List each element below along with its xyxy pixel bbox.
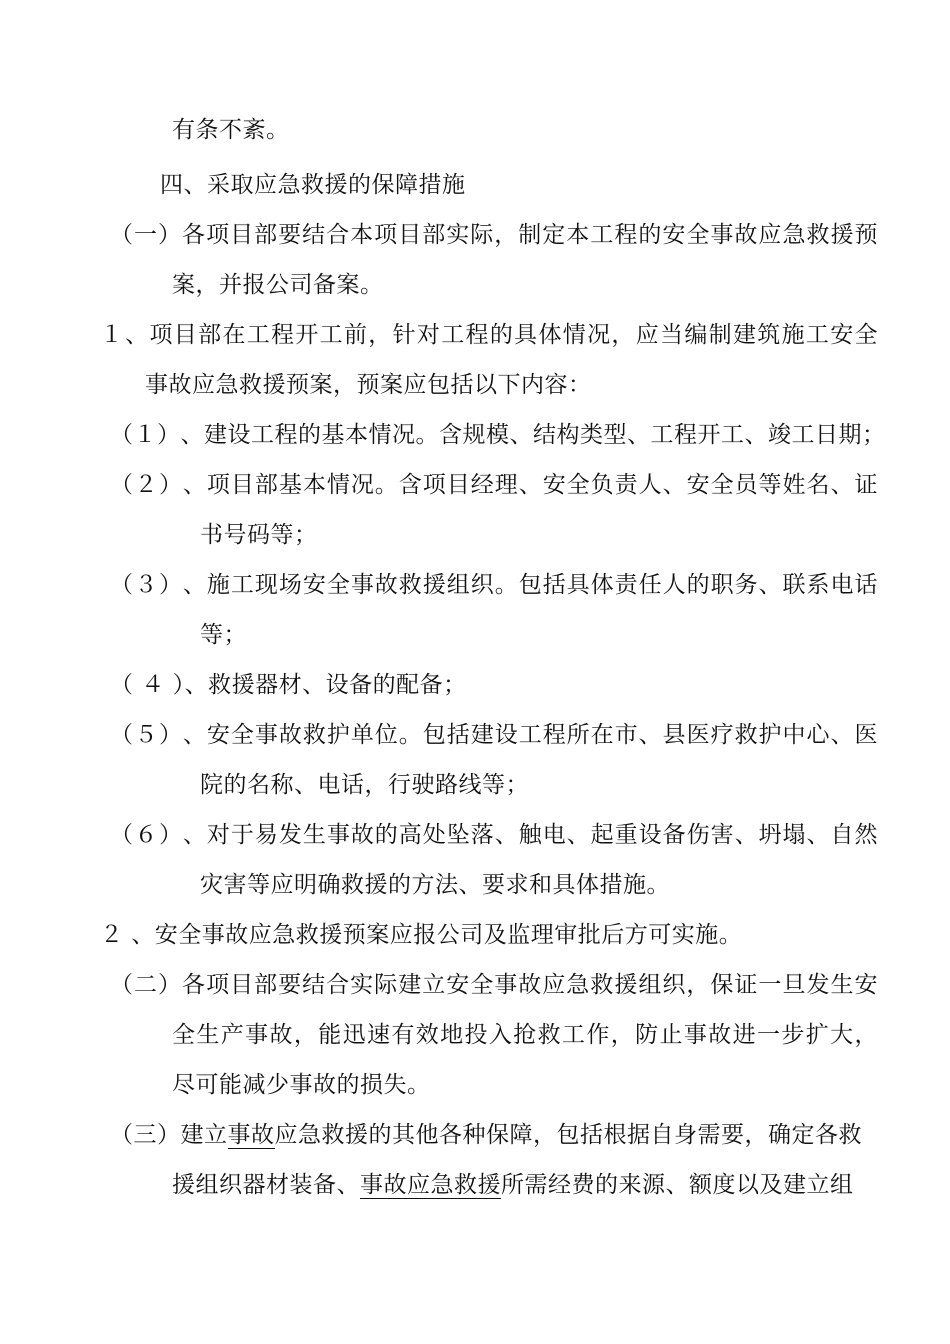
text-line: 全 生 产 事 故 ， 能 迅 速 有 效 地 投 入 抢 救 工 作 ， 防 止 事 故 进 一 步 扩 大 ， bbox=[172, 1022, 878, 1048]
text-line: １ 、 项 目 部 在 工 程 开 工 前 ， 针 对 工 程 的 具 体 情 况 ， 应 当 编 制 建 筑 施 工 安 全 bbox=[100, 322, 878, 348]
list-item: （ ６ ） 、 对 于 易 发 生 事 故 的 高 处 坠 落 、 触 电 、 起 重 设 备 伤 害 、 坍 塌 、 自 然 bbox=[110, 822, 878, 848]
text-line: （ 一 ） 各 项 目 部 要 结 合 本 项 目 部 实 际 ， 制 定 本 工 程 的 安 全 事 故 应 急 救 援 预 bbox=[110, 222, 878, 248]
text-line: 案，并报公司备案。 bbox=[172, 272, 384, 298]
text-segment: 援组织器材装备、 bbox=[172, 1172, 360, 1198]
text-line: 书号码等； bbox=[200, 522, 318, 548]
text-line bbox=[172, 1170, 854, 1200]
text-line: （ 二 ） 各 项 目 部 要 结 合 实 际 建 立 安 全 事 故 应 急 救 援 组 织 ， 保 证 一 旦 发 生 安 bbox=[110, 972, 878, 998]
text-line: 灾害等应明确救援的方法、要求和具体措施。 bbox=[200, 872, 670, 898]
underlined-text: 事故应急救援 bbox=[360, 1172, 501, 1198]
text-segment: （三）建立 bbox=[110, 1122, 228, 1148]
list-item: （ ３ ） 、 施 工 现 场 安 全 事 故 救 援 组 织 。 包 括 具 体 责 任 人 的 职 务 、 联 系 电 话 bbox=[110, 572, 878, 598]
list-item: （ ５ ） 、 安 全 事 故 救 护 单 位 。 包 括 建 设 工 程 所 在 市 、 县 医 疗 救 护 中 心 、 医 bbox=[110, 722, 878, 748]
section-heading: 四、采取应急救援的保障措施 bbox=[160, 172, 466, 198]
text-line: 等； bbox=[200, 622, 247, 648]
underlined-text: 事故 bbox=[227, 1122, 275, 1148]
list-item: （ １ ） 、 建 设 工 程 的 基 本 情 况 。 含 规 模 、 结 构 类 型 、 工 程 开 工 、 竣 工 日 期 ； bbox=[110, 422, 886, 448]
text-line: ２ 、安全事故应急救援预案应报公司及监理审批后方可实施。 bbox=[100, 922, 743, 948]
text-segment: 所需经费的来源、额度以及建立组 bbox=[501, 1172, 854, 1198]
text-line bbox=[110, 1120, 862, 1150]
text-segment: 应急救援的其他各种保障，包括根据自身需要，确定各救 bbox=[274, 1122, 862, 1148]
text-line: 事故应急救援预案，预案应包括以下内容： bbox=[145, 372, 592, 398]
list-item: （ ４ ）、救援器材、设备的配备； bbox=[110, 672, 467, 698]
text-line: 院的名称、电话，行驶路线等； bbox=[200, 772, 529, 798]
text-line: 尽可能减少事故的损失。 bbox=[172, 1072, 431, 1098]
list-item: （ ２ ） 、 项 目 部 基 本 情 况 。 含 项 目 经 理 、 安 全 负 责 人 、 安 全 员 等 姓 名 、 证 bbox=[110, 472, 878, 498]
text-line: 有条不紊。 bbox=[172, 117, 290, 143]
